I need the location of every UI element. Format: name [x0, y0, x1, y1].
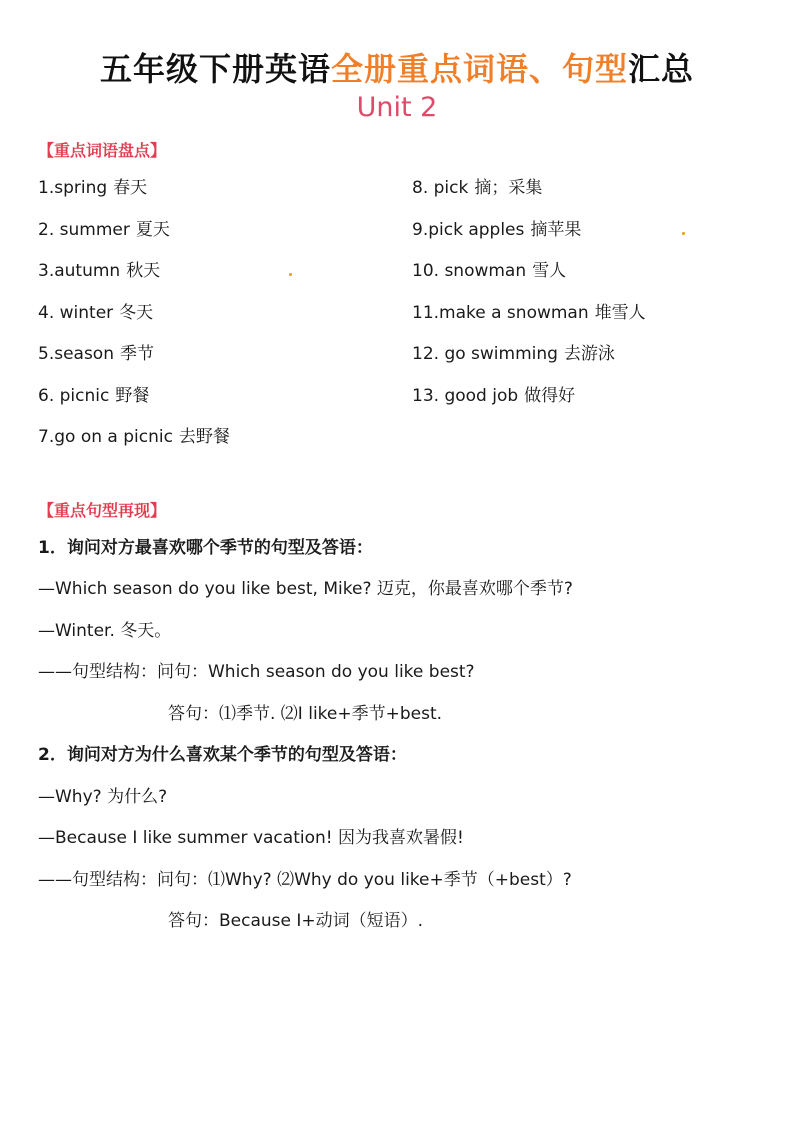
vocab-english: 4. winter	[38, 302, 114, 323]
vocab-item	[38, 178, 230, 220]
sentence-topic-1: 1．询问对方最喜欢哪个季节的句型及答语：	[38, 538, 373, 558]
vocab-item	[412, 386, 646, 428]
vocab-chinese: 夏天	[135, 219, 170, 240]
structure-question-2: ——句型结构：问句：⑴Why? ⑵Why do you like+季节（+best）?	[38, 870, 572, 890]
sentence-heading: 【重点句型再现】	[38, 501, 167, 520]
decor-dot	[289, 273, 292, 276]
vocab-english: 8. pick	[412, 178, 469, 198]
vocab-item	[38, 344, 230, 386]
vocab-english: 6. picnic	[38, 385, 110, 406]
sentence-topic-2: 2．询问对方为什么喜欢某个季节的句型及答语：	[38, 745, 407, 765]
vocab-chinese: 去游泳	[563, 344, 615, 364]
dialogue-question-2: —Why? 为什么?	[38, 787, 168, 807]
page-title	[0, 44, 794, 90]
vocab-chinese: 堆雪人	[594, 302, 646, 323]
dialogue-question-1: —Which season do you like best, Mike? 迈克，你最喜欢哪个季节?	[38, 579, 573, 599]
vocab-chinese: 季节	[120, 344, 154, 364]
vocab-english: 10. snowman	[412, 261, 527, 281]
vocab-list-right	[412, 178, 646, 427]
vocab-item	[38, 261, 230, 303]
title-part-grade: 五年级下册英语	[99, 50, 331, 88]
vocab-english: 5.season	[38, 344, 114, 364]
vocab-heading: 【重点词语盘点】	[38, 141, 167, 160]
title-part-highlight: 全册重点词语、句型	[330, 50, 628, 88]
vocab-item	[412, 220, 646, 262]
vocab-chinese: 春天	[113, 178, 148, 198]
vocab-list-left	[38, 178, 230, 469]
vocab-chinese: 去野餐	[178, 427, 230, 447]
vocab-chinese: 秋天	[126, 261, 161, 281]
dialogue-answer-2: —Because I like summer vacation! 因为我喜欢暑假!	[38, 828, 464, 848]
vocab-item	[412, 303, 646, 345]
vocab-english: 9.pick apples	[412, 219, 525, 240]
vocab-english: 13. good job	[412, 385, 519, 406]
structure-question-1: ——句型结构：问句：Which season do you like best?	[38, 662, 475, 682]
vocab-english: 2. summer	[38, 219, 130, 240]
structure-answer-2: 答句：Because I+动词（短语）.	[168, 911, 424, 931]
vocab-item	[412, 344, 646, 386]
unit-subtitle: Unit 2	[356, 92, 438, 123]
vocab-item	[38, 303, 230, 345]
vocab-english: 12. go swimming	[412, 344, 558, 364]
vocab-chinese: 摘苹果	[530, 219, 582, 240]
vocab-english: 3.autumn	[38, 261, 121, 281]
vocab-english: 11.make a snowman	[412, 302, 589, 323]
vocab-item	[412, 178, 646, 220]
vocab-item	[38, 220, 230, 262]
decor-dot	[682, 232, 685, 235]
vocab-item	[412, 261, 646, 303]
dialogue-answer-1: —Winter. 冬天。	[38, 621, 172, 641]
vocab-chinese: 野餐	[115, 385, 150, 406]
vocab-english: 7.go on a picnic	[38, 427, 173, 447]
vocab-chinese: 摘；采集	[474, 178, 543, 198]
vocab-english: 1.spring	[38, 178, 108, 198]
vocab-chinese: 冬天	[119, 302, 154, 323]
vocab-chinese: 做得好	[524, 385, 576, 406]
structure-answer-1: 答句：⑴季节. ⑵I like+季节+best.	[168, 704, 443, 724]
vocab-item	[38, 427, 230, 469]
vocab-chinese: 雪人	[532, 261, 567, 281]
title-part-summary: 汇总	[628, 50, 695, 88]
vocab-item	[38, 386, 230, 428]
